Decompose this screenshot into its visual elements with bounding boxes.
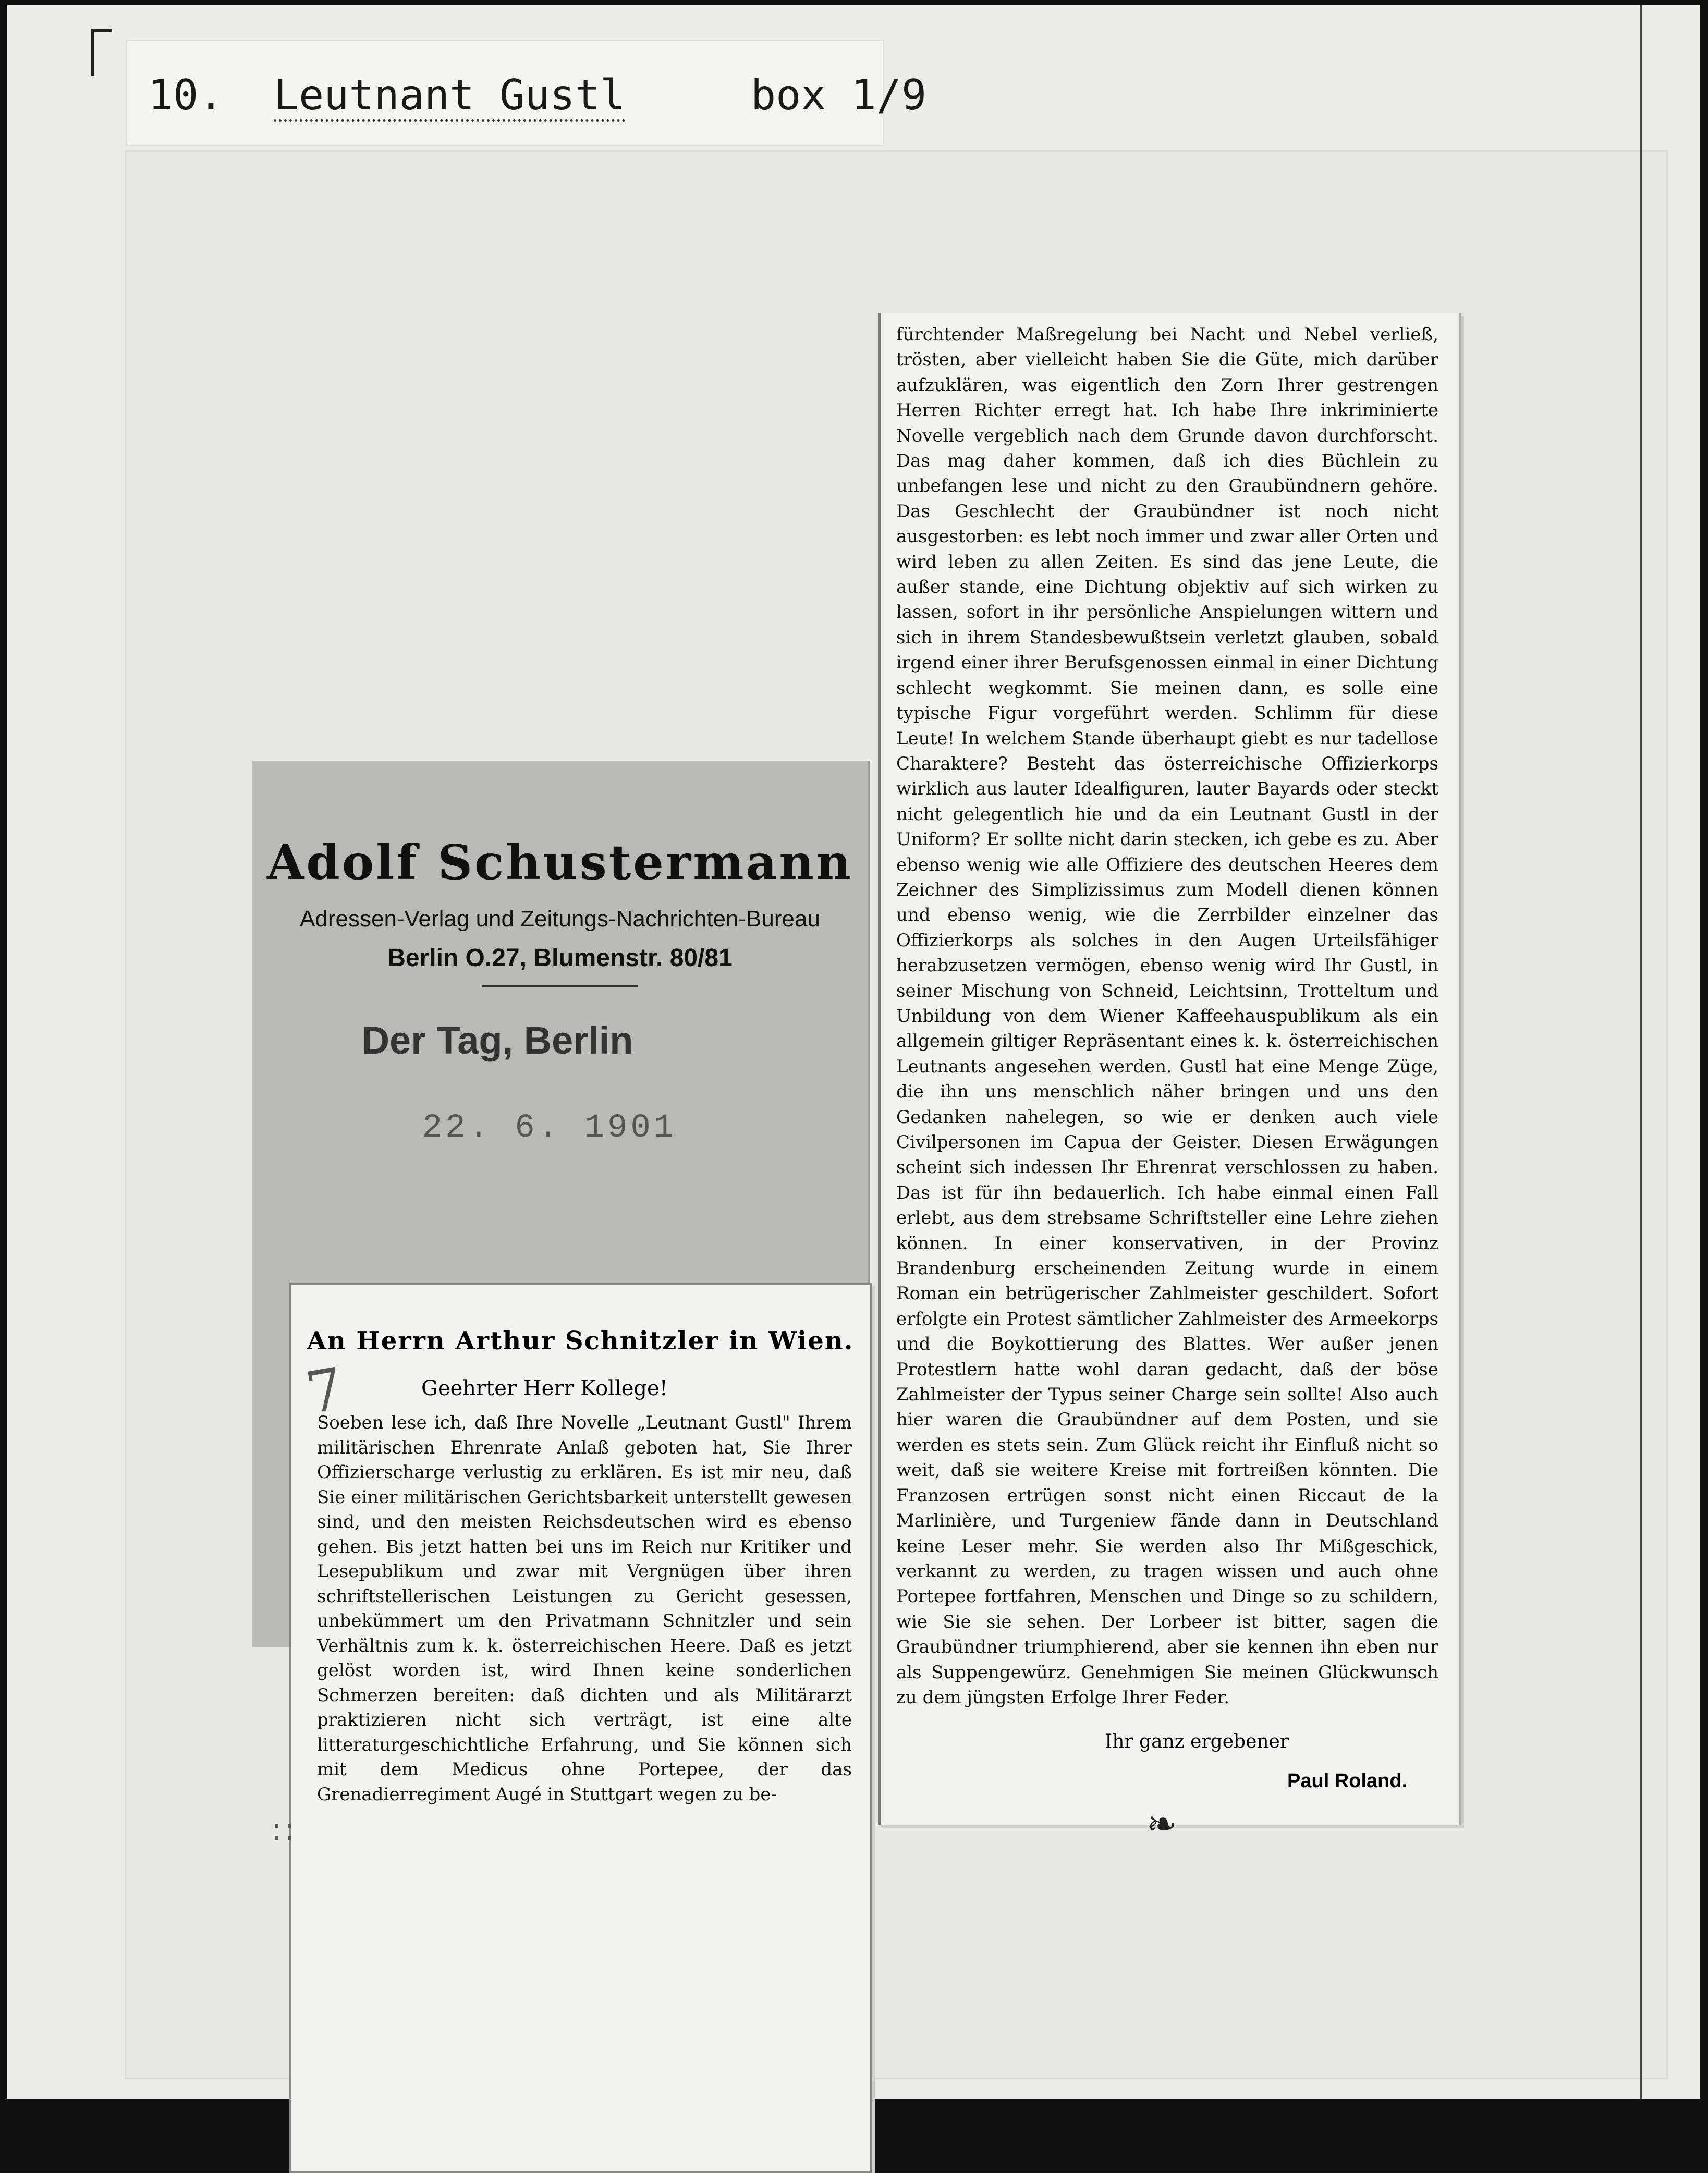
page-edge — [1640, 5, 1642, 2099]
archive-sheet — [7, 5, 1700, 2099]
bureau-address: Berlin O.27, Blumenstr. 80/81 — [387, 944, 733, 972]
printer-flourish-icon: ❧ — [1146, 1803, 1177, 1846]
archive-label — [127, 41, 927, 145]
corner-mark — [91, 29, 94, 76]
bureau-name: Adolf Schustermann — [267, 834, 853, 890]
letter-salutation: Geehrter Herr Kollege! — [421, 1376, 668, 1400]
letter-body-part1: Soeben lese ich, daß Ihre Novelle „Leutnant Gustl" Ihrem militärischen Ehrenrate Anlaß geboten hat, Sie Ihrer Offizierscharge verlustig zu erklären. Es ist mir neu, daß Sie einer militärischen Gerichtsbarkeit unterstellt gewesen sind, und den meisten Reichsdeutschen wird es ebenso gehen. Bis jetzt hatten bei uns im Reich nur Kritiker und Lesepublikum und zwar mit Vergnügen über ihren schriftstellerischen Leistungen zu Gericht gesessen, unbekümmert um den Privatmann Schnitzler und sein Verhältnis zum k. k. österreichischen Heere. Daß es jetzt gelöst worden ist, wird Ihnen keine sonderlichen Schmerzen bereiten: daß dichten und als Militärarzt praktizieren nicht sich verträgt, ist eine alte litteraturgeschichtliche Erfahrung, und Sie können sich mit dem Medicus ohne Portepee, der das Grenadierregiment Augé in Stuttgart wegen zu be- — [317, 1412, 852, 1805]
newspaper-clipping-left — [289, 1283, 872, 2173]
newspaper-clipping-right — [878, 313, 1461, 1846]
label-title: Leutnant Gustl — [274, 71, 625, 122]
letter-closing: Ihr ganz ergebener — [1105, 1731, 1289, 1753]
divider — [482, 985, 638, 987]
letter-signature: Paul Roland. — [1287, 1770, 1408, 1792]
clipping-date: 22. 6. 1901 — [422, 1109, 677, 1147]
newspaper-name: Der Tag, Berlin — [361, 1019, 633, 1062]
handwritten-mark: 7 — [301, 1354, 349, 1427]
label-box: box 1/9 — [750, 71, 927, 119]
label-number: 10. — [148, 71, 224, 119]
letter-heading: An Herrn Arthur Schnitzler in Wien. — [307, 1326, 854, 1356]
letter-body-part2: fürchtender Maßregelung bei Nacht und Nebel verließ, trösten, aber vielleicht haben Sie die Güte, mich darüber aufzuklären, was eigentlich den Zorn Ihrer gestrengen Herren Richter erregt hat. Ich habe Ihre inkriminierte Novelle vergeblich nach dem Grunde davon durchforscht. Das mag daher kommen, daß ich dies Büchlein zu unbefangen lese und nicht zu den Graubündnern gehöre. Das Geschlecht der Graubündner ist noch nicht ausgestorben: es lebt noch immer und zwar aller Orten und wird leben zu allen Zeiten. Es sind das jene Leute, die außer stande, eine Dichtung objektiv auf sich wirken zu lassen, sofort in ihr persönliche Anspielungen wittern und sich in ihrem Standesbewußtsein verletzt glauben, sobald irgend einer ihrer Berufsgenossen einmal in einer Dichtung schlecht wegkommt. Sie meinen dann, es solle eine typische Figur vorgeführt werden. Schlimm für diese Leute! In welchem Stande überhaupt giebt es nur tadellose Charaktere? Besteht das österreichische Offizierkorps wirklich aus lauter Idealfiguren, lauter Bayards oder steckt nicht gelegentlich hie und da ein Leutnant Gustl in der Uniform? Er sollte nicht darin stecken, ich gebe es zu. Aber ebenso wenig wie alle Offiziere des deutschen Heeres dem Zeichner des Simplizissimus zum Modell dienen können und ebenso wenig, wie die Zerrbilder einzelner das Offizierkorps als solches in den Augen Urteilsfähiger herabzusetzen vermögen, ebenso wenig wird Ihr Gustl, in seiner Mischung von Schneid, Leichtsinn, Trotteltum und Unbildung von dem Wiener Kaffeehauspublikum als ein allgemein giltiger Repräsentant eines k. k. österreichischen Leutnants angesehen werden. Gustl hat eine Menge Züge, die ihn uns menschlich näher bringen und uns den Gedanken nahelegen, so wie er denken auch viele Civilpersonen im Capua der Geister. Diesen Erwägungen scheint sich indessen Ihr Ehrenrat verschlossen zu haben. Das ist für ihn bedauerlich. Ich habe einmal einen Fall erlebt, aus dem strebsame Schriftsteller eine Lehre ziehen können. In einer konservativen, in der Provinz Brandenburg erscheinenden Zeitung wurde in einem Roman ein betrügerischer Zahlmeister geschildert. Sofort erfolgte ein Protest sämtlicher Zahlmeister des Armeekorps und die Boykottierung des Blattes. Wer außer jenen Protestlern hatte wohl daran gedacht, daß der böse Zahlmeister der Typus seiner Charge sein sollte! Also auch hier waren die Graubündner auf dem Posten, und sie werden es stets sein. Zum Glück reicht ihr Einfluß nicht so weit, daß sie weitere Kreise mit fortreißen könnten. Die Franzosen ertrügen sonst nicht einen Riccaut de la Marlinière, und Turgeniew fände dann in Deutschland keine Leser mehr. Sie werden also Ihr Mißgeschick, verkannt zu werden, zu tragen wissen und auch ohne Portepee fortfahren, Menschen und Dinge so zu schildern, wie Sie sie sehen. Der Lorbeer ist bitter, sagen die Graubündner triumphierend, aber sie kennen ihn eben nur als Suppengewürz. Genehmigen Sie meinen Glückwunsch zu dem jüngsten Erfolge Ihrer Feder. — [896, 324, 1438, 1708]
stain-mark: ∷ — [273, 1814, 294, 1851]
bureau-description: Adressen-Verlag und Zeitungs-Nachrichten-Bureau — [300, 906, 820, 932]
archive-label-text — [148, 71, 927, 119]
corner-mark — [91, 29, 112, 32]
